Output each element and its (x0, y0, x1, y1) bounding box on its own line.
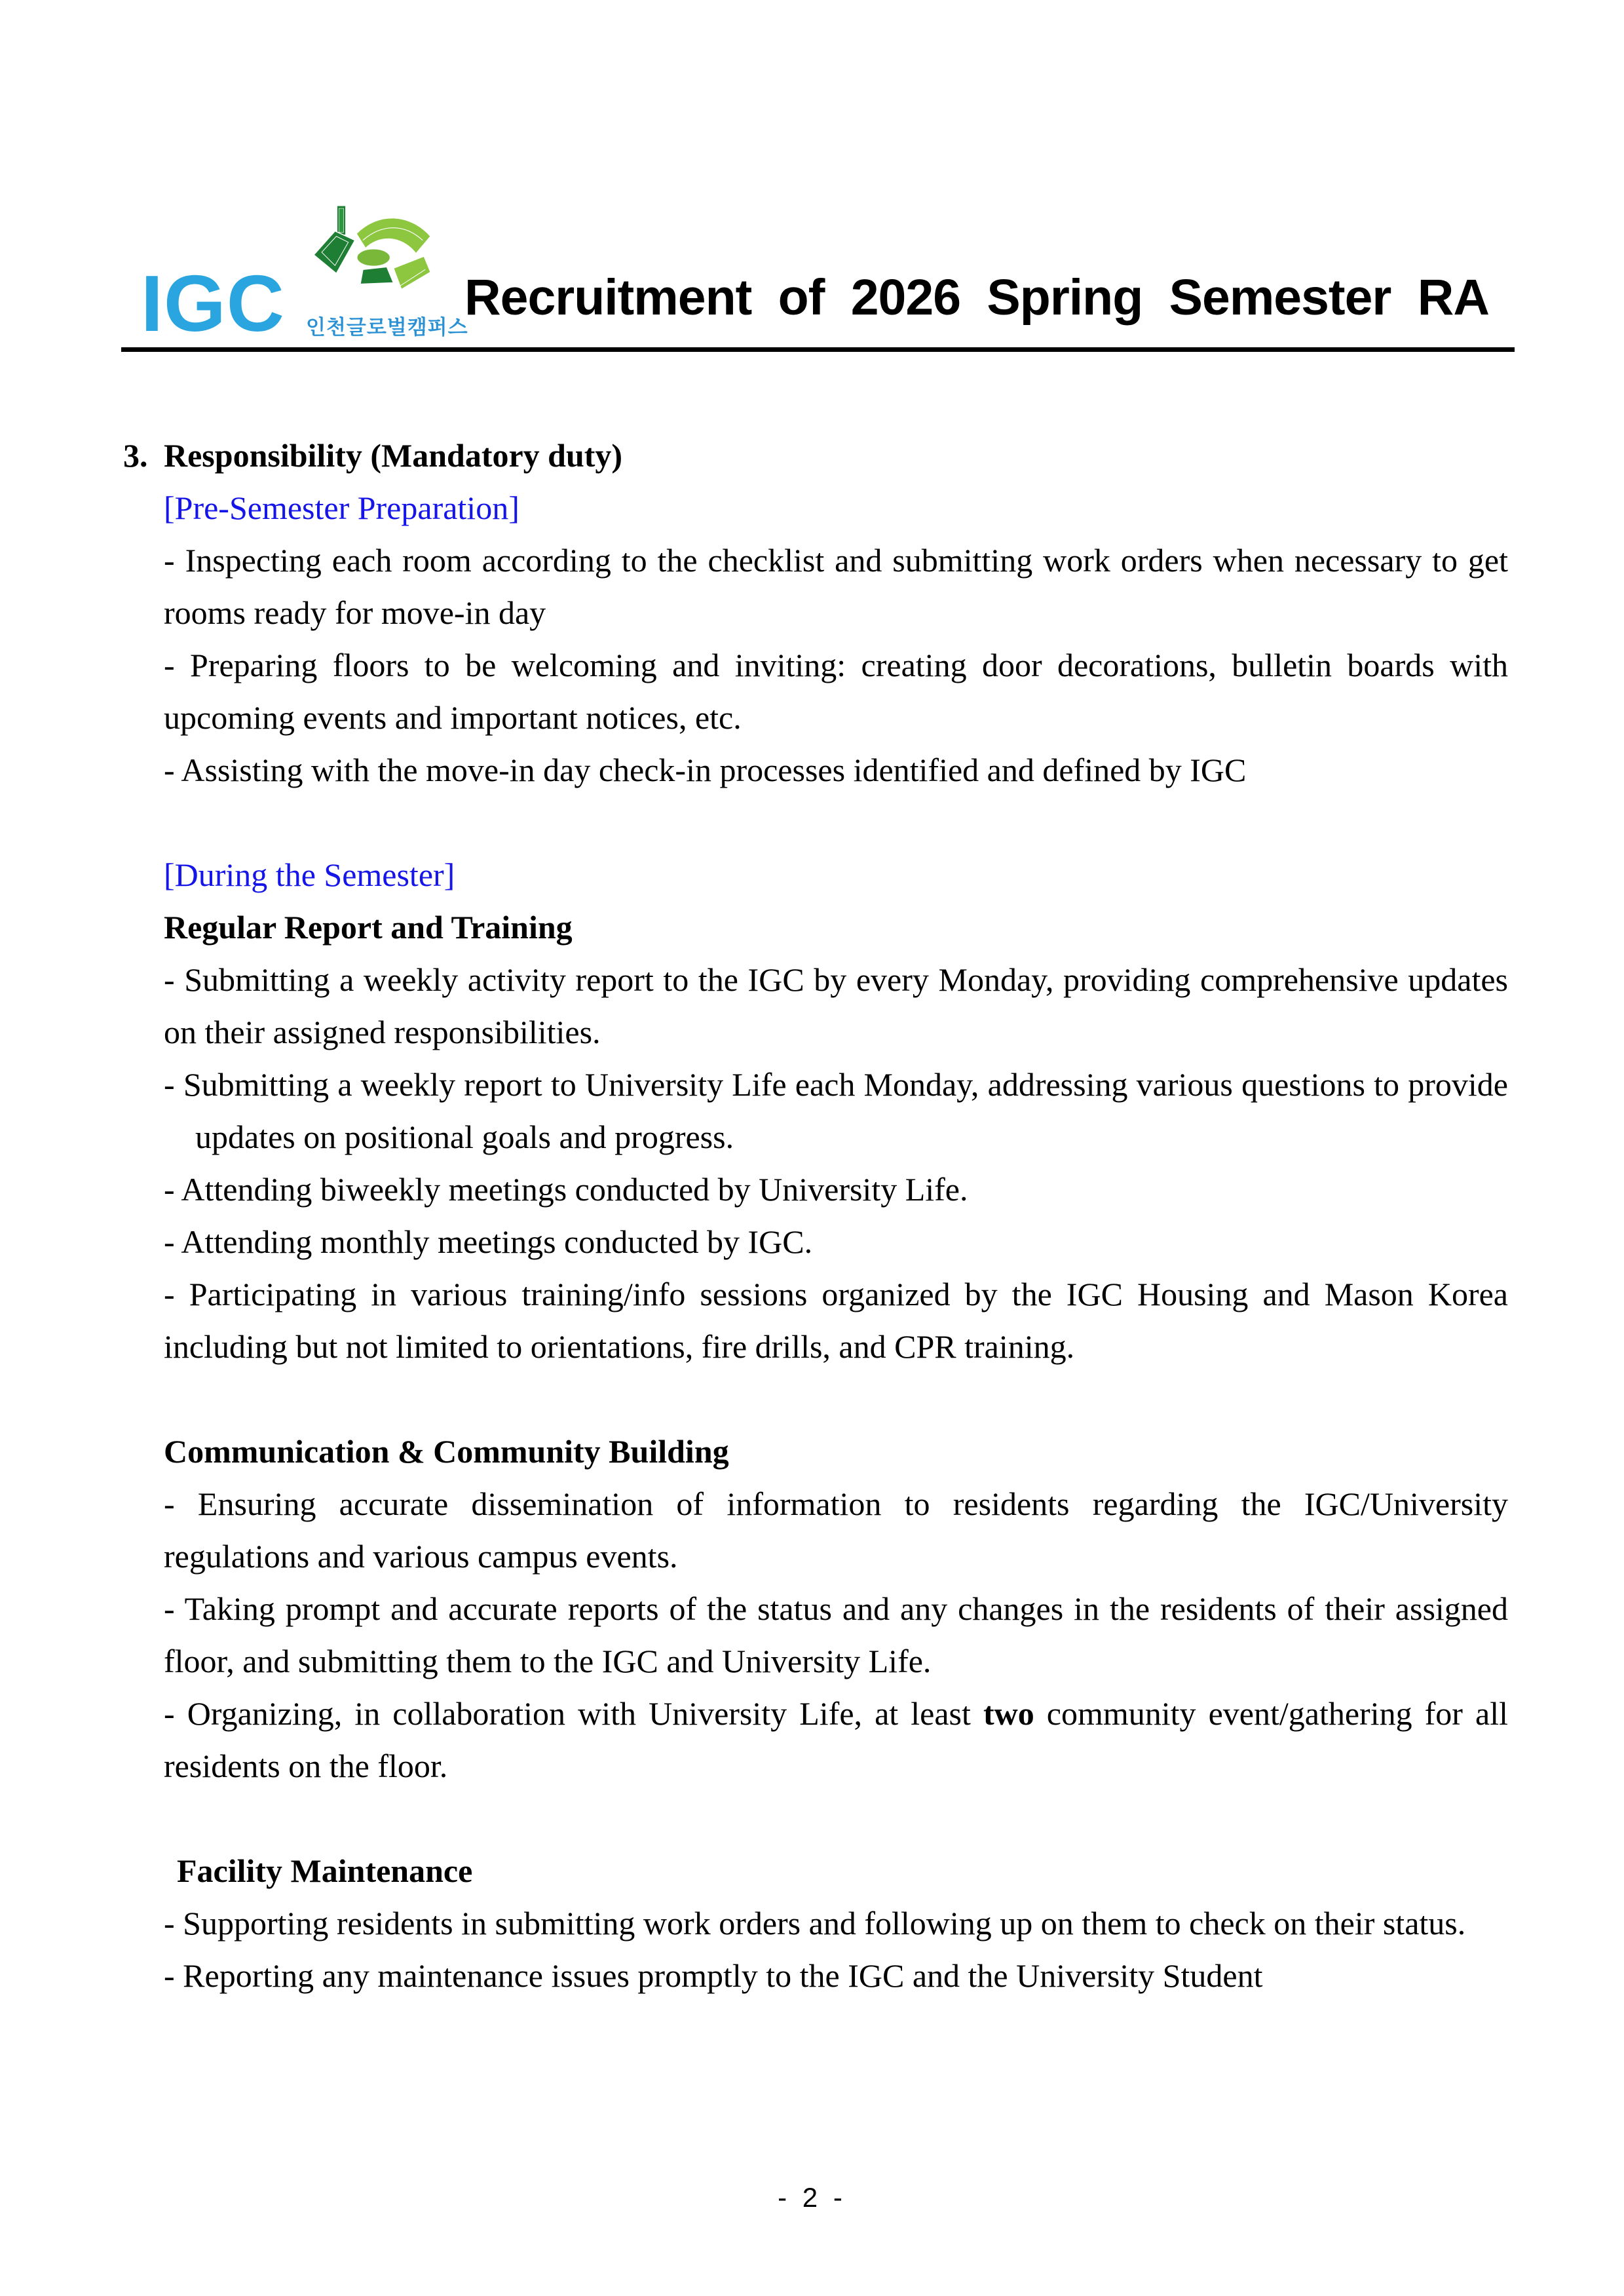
group-heading-facility: Facility Maintenance (177, 1852, 473, 1889)
bullet-item: - Submitting a weekly activity report to the IGC by every Monday, providing comprehensive updates on their assigned responsibilities. (164, 961, 1508, 1050)
bullet-item: - Assisting with the move-in day check-in processes identified and defined by IGC (164, 752, 1247, 788)
group-heading-regular-report: Regular Report and Training (164, 909, 573, 946)
igc-logo-acronym: IGC (141, 259, 285, 348)
bullet-item: - Supporting residents in submitting work orders and following up on them to check on their status. (164, 1905, 1466, 1942)
section-3-title-text: Responsibility (Mandatory duty) (164, 437, 623, 474)
igc-logo-korean-name: 인천글로벌캠퍼스 (306, 316, 468, 339)
page-header (121, 204, 1515, 352)
pre-semester-label: [Pre-Semester Preparation] (164, 489, 519, 526)
bullet-item: - Submitting a weekly report to University Life each Monday, addressing various questions to provide updates on positional goals and progress. (164, 1066, 1508, 1155)
group-heading-communication: Communication & Community Building (164, 1433, 729, 1470)
during-semester-label: [During the Semester] (164, 856, 455, 893)
bullet-item: - Ensuring accurate dissemination of information to residents regarding the IGC/University regulations and various campus events. (164, 1485, 1508, 1575)
document-body (123, 429, 1508, 2002)
igc-logo (141, 204, 468, 348)
bullet-text-emphasis: two (983, 1695, 1034, 1732)
section-3-number: 3. (123, 437, 148, 474)
bullet-item: - Attending monthly meetings conducted by IGC. (164, 1223, 813, 1260)
igc-campus-icon (297, 206, 434, 305)
bullet-item: - Reporting any maintenance issues promptly to the IGC and the University Student (164, 1957, 1263, 1994)
bullet-text-post: community event/gathering for all residents on the floor. (164, 1695, 1508, 1784)
bullet-item (164, 1687, 1508, 1792)
page-title: Recruitment of 2026 Spring Semester RA (464, 269, 1489, 326)
bullet-item: - Inspecting each room according to the checklist and submitting work orders when necessary to get rooms ready for move-in day (164, 542, 1508, 631)
section-3-title (123, 429, 1508, 482)
bullet-item: - Attending biweekly meetings conducted by University Life. (164, 1171, 968, 1208)
bullet-item: - Participating in various training/info sessions organized by the IGC Housing and Mason Korea including but not limited to orientations, fire drills, and CPR training. (164, 1276, 1508, 1365)
page-number: - 2 - (778, 2182, 846, 2213)
bullet-item: - Preparing floors to be welcoming and inviting: creating door decorations, bulletin boards with upcoming events and important notices, etc. (164, 647, 1508, 736)
bullet-text-pre: - Organizing, in collaboration with University Life, at least (164, 1695, 983, 1732)
bullet-item: - Taking prompt and accurate reports of the status and any changes in the residents of their assigned floor, and submitting them to the IGC and University Life. (164, 1590, 1508, 1679)
